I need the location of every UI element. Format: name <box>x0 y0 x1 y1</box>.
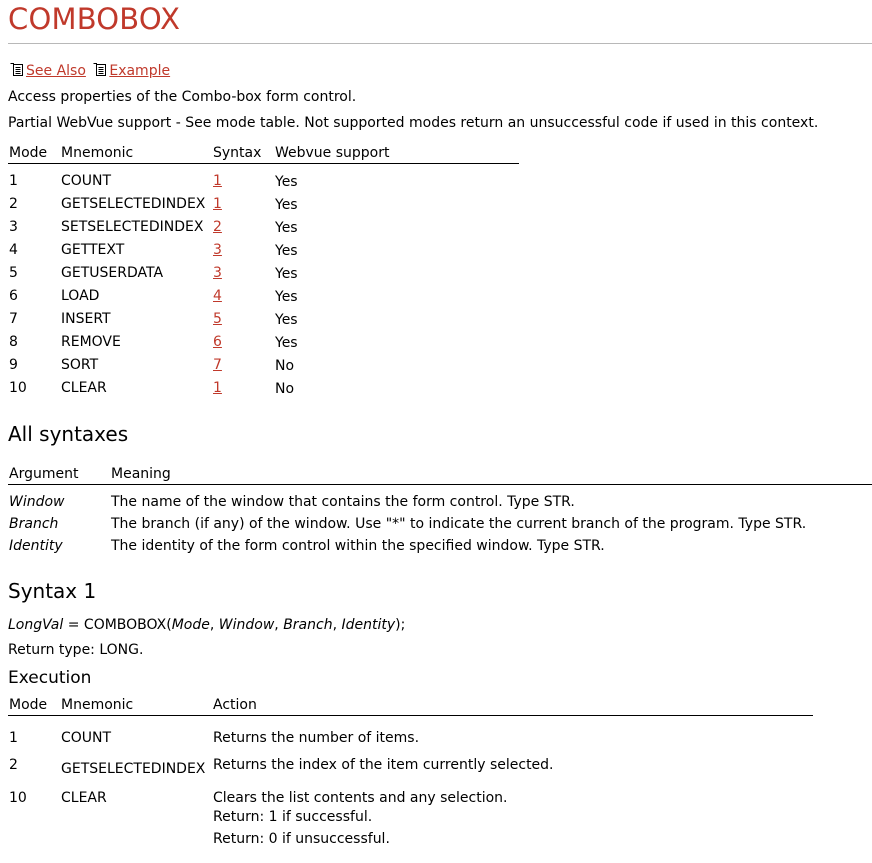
syntax-link[interactable]: 3 <box>213 265 222 281</box>
argument-meaning: The identity of the form control within the specified window. Type STR. <box>111 538 605 554</box>
row-mnemonic: GETUSERDATA <box>61 265 164 281</box>
exec-row-mnemonic: CLEAR <box>61 790 107 806</box>
argument-name: Window <box>9 494 65 510</box>
row-mnemonic: GETTEXT <box>61 242 125 258</box>
execution-heading: Execution <box>8 668 92 688</box>
func-name: = COMBOBOX( <box>63 617 172 633</box>
exec-mode-header: Mode <box>9 697 48 713</box>
title-divider <box>8 43 872 44</box>
separator: , <box>332 617 342 633</box>
row-mnemonic: SETSELECTEDINDEX <box>61 219 204 235</box>
row-webvue: No <box>275 358 295 374</box>
exec-row-action: Clears the list contents and any selection. <box>213 790 508 806</box>
row-webvue: Yes <box>275 266 298 282</box>
exec-action-header: Action <box>213 697 257 713</box>
syntax1-heading: Syntax 1 <box>8 579 97 603</box>
param-mode: Mode <box>171 617 210 633</box>
example-link[interactable]: Example <box>109 63 171 79</box>
table-row <box>9 173 18 189</box>
row-mode: 7 <box>9 311 18 327</box>
page-title: COMBOBOX <box>8 2 181 36</box>
row-webvue: Yes <box>275 335 298 351</box>
row-mode: 1 <box>9 173 18 189</box>
syntax-header: Syntax <box>213 145 262 161</box>
row-mnemonic: INSERT <box>61 311 111 327</box>
exec-row-mode: 2 <box>9 757 18 773</box>
row-webvue: Yes <box>275 220 298 236</box>
separator: , <box>274 617 284 633</box>
row-webvue: Yes <box>275 243 298 259</box>
row-mode: 3 <box>9 219 18 235</box>
syntax-link[interactable]: 2 <box>213 219 222 235</box>
return-var: LongVal <box>8 617 64 633</box>
syntax-signature <box>8 617 405 633</box>
syntax-link[interactable]: 1 <box>213 173 222 189</box>
execution-table-rule <box>8 715 813 716</box>
row-mnemonic: REMOVE <box>61 334 121 350</box>
separator: , <box>209 617 219 633</box>
syntax-link[interactable]: 7 <box>213 357 222 373</box>
exec-row-action: Returns the number of items. <box>213 730 420 746</box>
param-window: Window <box>218 617 275 633</box>
row-webvue: Yes <box>275 289 298 305</box>
nav-links <box>10 62 170 79</box>
syntax-link[interactable]: 5 <box>213 311 222 327</box>
row-mode: 6 <box>9 288 18 304</box>
syntax-link[interactable]: 3 <box>213 242 222 258</box>
row-webvue: No <box>275 381 295 397</box>
mode-header: Mode <box>9 145 48 161</box>
row-mode: 10 <box>9 380 27 396</box>
row-mnemonic: CLEAR <box>61 380 107 396</box>
mode-table-rule <box>8 163 519 164</box>
exec-row-return-success: Return: 1 if successful. <box>213 809 373 825</box>
row-mode: 8 <box>9 334 18 350</box>
syntax-link[interactable]: 1 <box>213 196 222 212</box>
arguments-table-rule <box>8 484 872 485</box>
mnemonic-header: Mnemonic <box>61 145 134 161</box>
row-mnemonic: COUNT <box>61 173 112 189</box>
exec-row-return-failure: Return: 0 if unsuccessful. <box>213 831 390 847</box>
argument-header: Argument <box>9 466 79 482</box>
see-also-link[interactable]: See Also <box>26 63 86 79</box>
exec-mnemonic-header: Mnemonic <box>61 697 134 713</box>
param-identity: Identity <box>341 617 396 633</box>
row-webvue: Yes <box>275 312 298 328</box>
argument-meaning: The branch (if any) of the window. Use "*" to indicate the current branch of the program. Type STR. <box>111 516 807 532</box>
row-webvue: Yes <box>275 174 298 190</box>
return-type: Return type: LONG. <box>8 642 144 658</box>
webvue-note: Partial WebVue support - See mode table. Not supported modes return an unsuccessful code if used in this context. <box>8 115 819 131</box>
argument-meaning: The name of the window that contains the form control. Type STR. <box>111 494 575 510</box>
param-branch: Branch <box>283 617 333 633</box>
exec-row-mode: 1 <box>9 730 18 746</box>
row-mode: 9 <box>9 357 18 373</box>
signature-end: ); <box>395 617 406 633</box>
argument-name: Identity <box>9 538 63 554</box>
exec-row-mode: 10 <box>9 790 27 806</box>
row-mode: 4 <box>9 242 18 258</box>
row-mnemonic: SORT <box>61 357 99 373</box>
row-mode: 5 <box>9 265 18 281</box>
document-icon <box>10 62 24 77</box>
row-mnemonic: LOAD <box>61 288 100 304</box>
syntax-link[interactable]: 6 <box>213 334 222 350</box>
meaning-header: Meaning <box>111 466 171 482</box>
exec-row-action: Returns the index of the item currently selected. <box>213 757 554 773</box>
intro-text: Access properties of the Combo-box form control. <box>8 89 357 105</box>
exec-row-mnemonic: COUNT <box>61 730 112 746</box>
row-mode: 2 <box>9 196 18 212</box>
all-syntaxes-heading: All syntaxes <box>8 422 129 446</box>
argument-name: Branch <box>9 516 59 532</box>
syntax-link[interactable]: 4 <box>213 288 222 304</box>
row-mnemonic: GETSELECTEDINDEX <box>61 196 206 212</box>
syntax-link[interactable]: 1 <box>213 380 222 396</box>
document-icon <box>93 62 107 77</box>
row-webvue: Yes <box>275 197 298 213</box>
exec-row-mnemonic: GETSELECTEDINDEX <box>61 761 206 777</box>
webvue-header: Webvue support <box>275 145 390 161</box>
